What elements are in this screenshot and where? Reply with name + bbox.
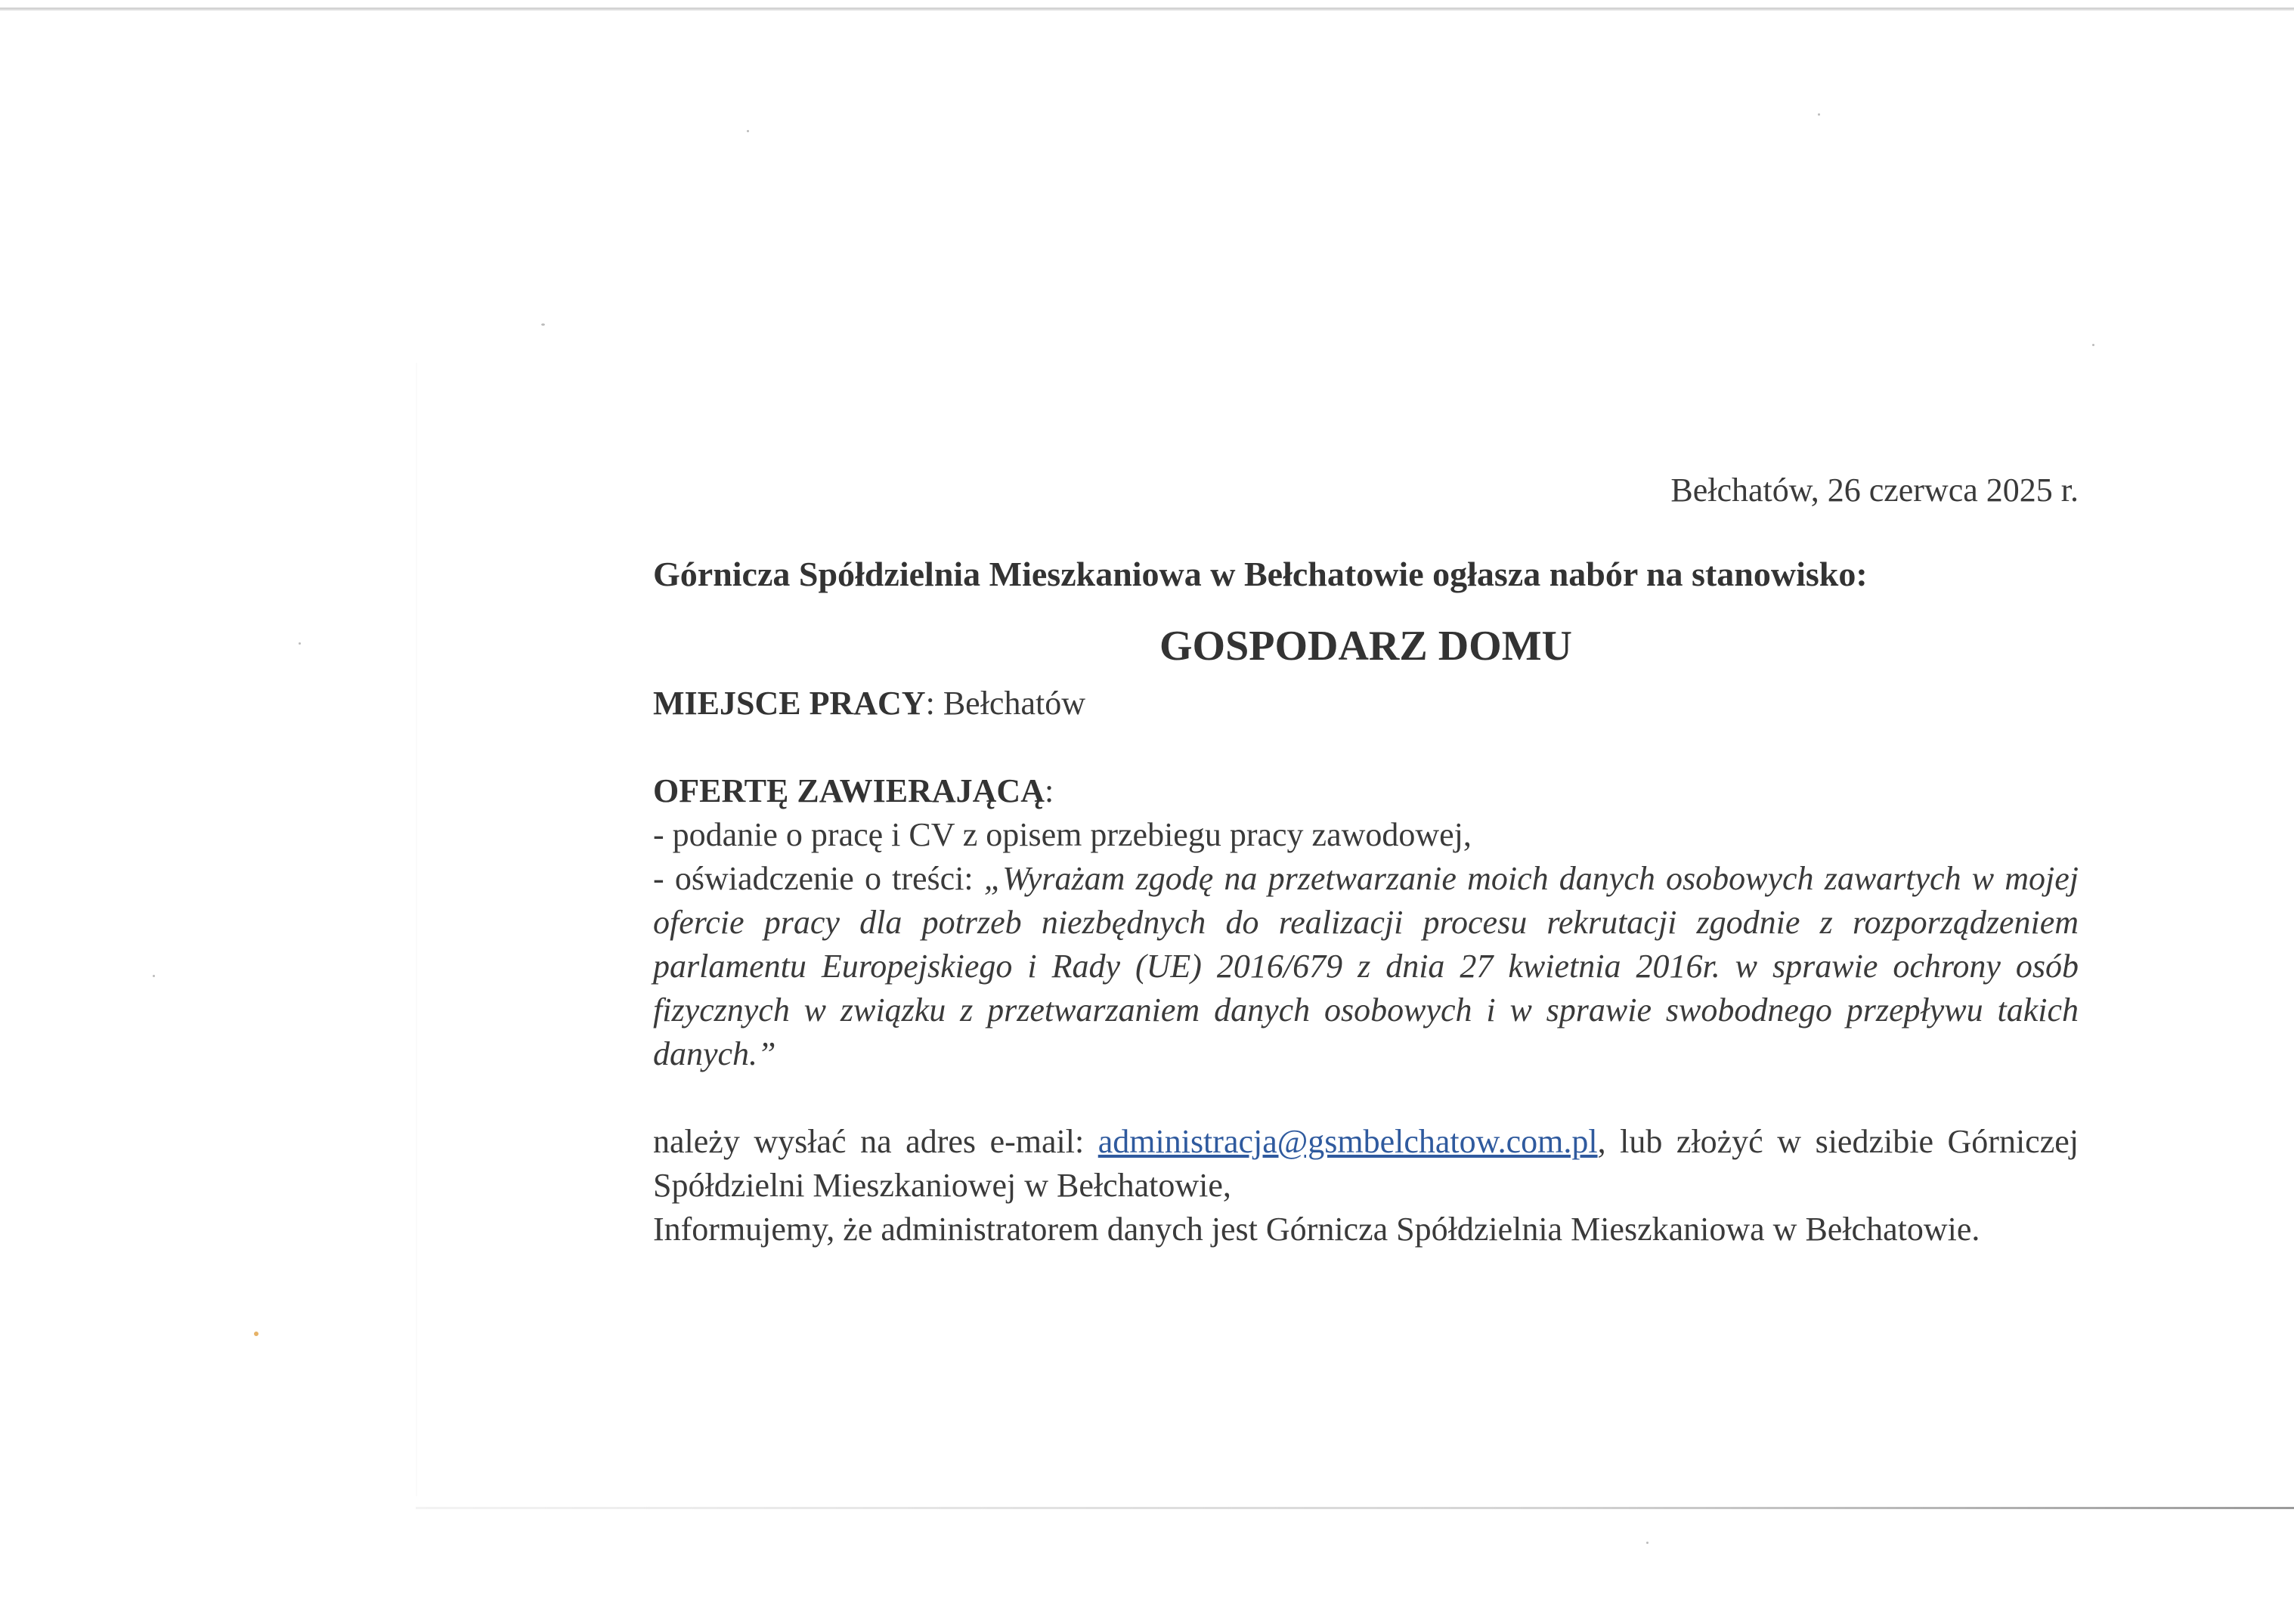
scan-speck: [1646, 1542, 1649, 1544]
workplace-label: MIEJSCE PRACY: [653, 685, 926, 722]
send-prefix: należy wysłać na adres e-mail:: [653, 1123, 1098, 1160]
scan-speck: [2092, 344, 2094, 346]
send-suffix: , lub złożyć w siedzibie Górniczej Spółdzielni Mieszkaniowej w Bełchatowie,: [653, 1123, 2079, 1204]
list-item-statement: [653, 857, 2079, 1076]
scan-edge-top: [0, 8, 2294, 11]
scan-speck: [1818, 113, 1820, 116]
scan-edge-bottom: [416, 1507, 2294, 1509]
scan-speck: [153, 975, 155, 977]
scan-speck: [299, 642, 301, 645]
data-administrator-info: Informujemy, że administratorem danych jest Górnicza Spółdzielnia Mieszkaniowa w Bełchatowie.: [653, 1211, 1980, 1248]
scan-edge-left: [416, 363, 417, 1496]
scan-speck: [254, 1332, 259, 1336]
consent-quote: „Wyrażam zgodę na przetwarzanie moich danych osobowych zawartych w mojej ofercie pracy dla potrzeb niezbędnych do realizacji procesu rekrutacji zgodnie z rozporządzeniem parlamentu Europejskiego i Rady (UE) 2016/679 z dnia 27 kwietnia 2016r. w sprawie ochrony osób fizycznych w związku z przetwarzaniem danych osobowych i w sprawie swobodnego przepływu takich danych.”: [653, 860, 2079, 1072]
list-item-application: - podanie o pracę i CV z opisem przebiegu pracy zawodowej,: [653, 816, 1472, 853]
job-title: GOSPODARZ DOMU: [1159, 623, 1572, 670]
offer-heading-colon: :: [1044, 772, 1054, 809]
workplace-value: Bełchatów: [934, 685, 1085, 722]
statement-prefix: - oświadczenie o treści:: [653, 860, 984, 897]
scan-speck: [747, 130, 749, 132]
offer-heading: [653, 769, 2079, 813]
announcement-heading: Górnicza Spółdzielnia Mieszkaniowa w Bełchatowie ogłasza nabór na stanowisko:: [653, 555, 1868, 593]
date-line: Bełchatów, 26 czerwca 2025 r.: [1670, 472, 2079, 509]
document-body: [653, 469, 2079, 1251]
offer-heading-text: OFERTĘ ZAWIERAJĄCĄ: [653, 772, 1045, 809]
email-link[interactable]: administracja@gsmbelchatow.com.pl: [1097, 1123, 1598, 1160]
workplace-line: [653, 682, 2079, 725]
scan-speck: [541, 323, 545, 326]
sending-instructions: [653, 1120, 2079, 1208]
workplace-separator: :: [925, 685, 935, 722]
